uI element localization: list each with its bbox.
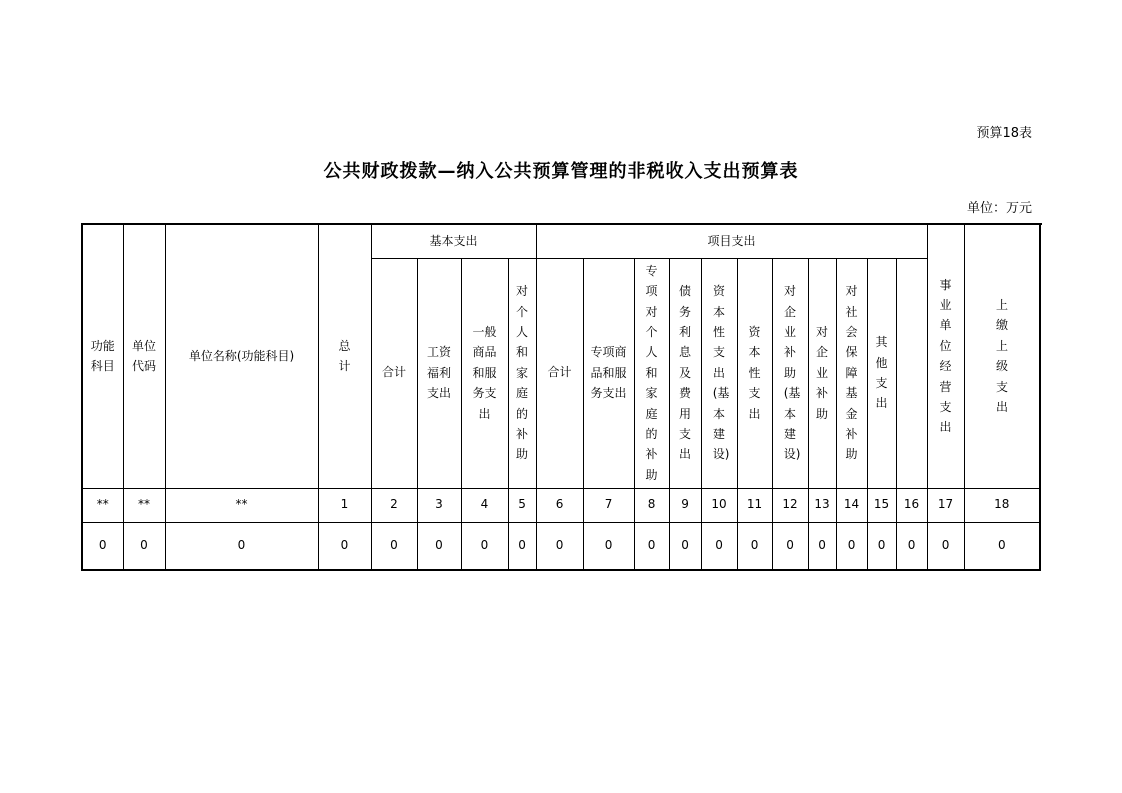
value-cell: 0	[808, 522, 836, 570]
unit-label: 单位：万元	[966, 201, 1032, 216]
index-cell: 15	[867, 488, 896, 522]
header-upper: 上缴上级支出	[964, 224, 1040, 488]
page-title: 公共财政拨款—纳入公共预算管理的非税收入支出预算表	[323, 161, 799, 182]
value-cell: 0	[461, 522, 508, 570]
budget-table	[81, 223, 1041, 571]
header-project-subtotal: 合计	[536, 258, 583, 488]
value-cell: 0	[836, 522, 867, 570]
value-cell: 0	[867, 522, 896, 570]
header-basic-group: 基本支出	[371, 224, 536, 258]
index-cell: 17	[927, 488, 964, 522]
value-cell: 0	[417, 522, 461, 570]
header-project-debt: 债务利息及费用支出	[669, 258, 701, 488]
index-cell: 9	[669, 488, 701, 522]
header-project-capital: 资本性支出	[737, 258, 772, 488]
header-basic-subtotal: 合计	[371, 258, 417, 488]
index-cell: 6	[536, 488, 583, 522]
header-business: 事业单位经营支出	[927, 224, 964, 488]
index-cell: 11	[737, 488, 772, 522]
header-func-subject: 功能科目	[82, 224, 123, 488]
value-cell: 0	[536, 522, 583, 570]
index-cell: 18	[964, 488, 1040, 522]
value-cell: 0	[669, 522, 701, 570]
index-cell: **	[165, 488, 318, 522]
header-project-capital-basic: 资本性支出(基本建设)	[701, 258, 737, 488]
index-cell: 1	[318, 488, 371, 522]
value-cell: 0	[82, 522, 123, 570]
header-project-social: 对社会保障基金补助	[836, 258, 867, 488]
index-cell: **	[82, 488, 123, 522]
value-cell: 0	[927, 522, 964, 570]
header-project-enterprise: 对企业补助	[808, 258, 836, 488]
index-cell: 2	[371, 488, 417, 522]
index-cell: 12	[772, 488, 808, 522]
header-project-other: 其他支出	[867, 258, 896, 488]
value-cell: 0	[165, 522, 318, 570]
value-cell: 0	[701, 522, 737, 570]
header-project-special-goods: 专项商品和服务支出	[583, 258, 634, 488]
index-cell: 13	[808, 488, 836, 522]
index-cell: 14	[836, 488, 867, 522]
form-number: 预算18表	[976, 126, 1032, 141]
header-basic-goods: 一般商品和服务支出	[461, 258, 508, 488]
header-project-personal: 专项对个人和家庭的补助	[634, 258, 669, 488]
index-cell: 3	[417, 488, 461, 522]
header-project-enterprise-basic: 对企业补助(基本建设)	[772, 258, 808, 488]
value-cell: 0	[737, 522, 772, 570]
header-basic-wages: 工资福利支出	[417, 258, 461, 488]
value-cell: 0	[318, 522, 371, 570]
header-project-group: 项目支出	[536, 224, 927, 258]
index-cell: 5	[508, 488, 536, 522]
index-cell: 7	[583, 488, 634, 522]
header-unit-code: 单位代码	[123, 224, 165, 488]
value-cell: 0	[583, 522, 634, 570]
header-basic-personal: 对个人和家庭的补助	[508, 258, 536, 488]
index-cell: 10	[701, 488, 737, 522]
index-cell: **	[123, 488, 165, 522]
index-cell: 8	[634, 488, 669, 522]
value-cell: 0	[508, 522, 536, 570]
value-cell: 0	[964, 522, 1040, 570]
header-unit-name: 单位名称(功能科目)	[165, 224, 318, 488]
value-cell: 0	[123, 522, 165, 570]
value-cell: 0	[371, 522, 417, 570]
header-total: 总计	[318, 224, 371, 488]
index-cell: 4	[461, 488, 508, 522]
index-cell: 16	[896, 488, 927, 522]
value-cell: 0	[896, 522, 927, 570]
value-cell: 0	[772, 522, 808, 570]
value-cell: 0	[634, 522, 669, 570]
